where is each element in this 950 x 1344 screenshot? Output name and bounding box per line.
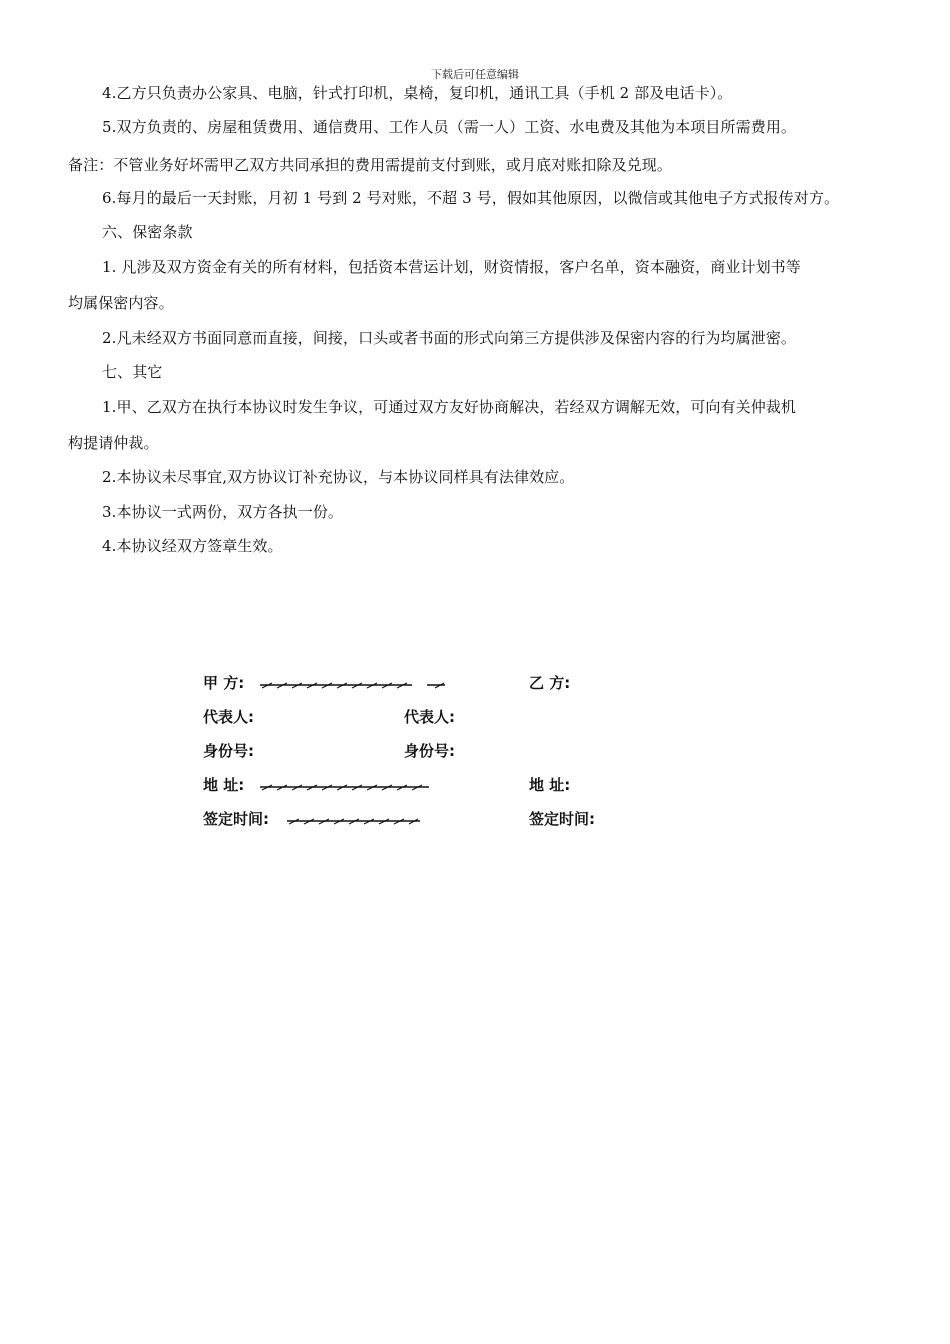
rep-b-label: 代表人: — [404, 708, 455, 726]
id-a-label: 身份号: — [203, 742, 254, 760]
other-3-line: 3.本协议一式两份，双方各执一份。 — [102, 503, 344, 521]
party-a-signature-line — [260, 679, 415, 691]
confidential-1-line-a: 1. 凡涉及双方资金有关的所有材料，包括资本营运计划，财资情报，客户名单，资本融资，商业计划书等 — [102, 258, 801, 276]
date-a-label: 签定时间: — [203, 810, 269, 828]
addr-a-label: 地 址: — [203, 776, 245, 794]
other-2-line: 2.本协议未尽事宜,双方协议订补充协议，与本协议同样具有法律效应。 — [102, 468, 575, 486]
party-a-label: 甲 方: — [203, 674, 245, 692]
clause-4-line: 4.乙方只负责办公家具、电脑，针式打印机，桌椅，复印机，通讯工具（手机 2 部及电话卡）。 — [102, 84, 733, 102]
section-6-heading: 六、保密条款 — [102, 223, 193, 241]
date-b-label: 签定时间: — [529, 810, 595, 828]
party-b-label: 乙 方: — [529, 674, 571, 692]
other-1-line-a: 1.甲、乙双方在执行本协议时发生争议，可通过双方友好协商解决，若经双方调解无效，可向有关仲裁机 — [102, 398, 797, 416]
confidential-1-line-b: 均属保密内容。 — [68, 294, 174, 312]
header-note: 下载后可任意编辑 — [431, 68, 519, 81]
other-1-line-b: 构提请仲裁。 — [68, 434, 159, 452]
section-7-heading: 七、其它 — [102, 363, 163, 381]
clause-5-line: 5.双方负责的、房屋租赁费用、通信费用、工作人员（需一人）工资、水电费及其他为本项目所需费用。 — [102, 118, 797, 136]
id-b-label: 身份号: — [404, 742, 455, 760]
addr-a-signature-line — [260, 781, 432, 793]
rep-a-label: 代表人: — [203, 708, 254, 726]
remark-line: 备注：不管业务好坏需甲乙双方共同承担的费用需提前支付到账，或月底对账扣除及兑现。 — [68, 156, 673, 174]
date-a-signature-line — [287, 815, 423, 827]
clause-6-line: 6.每月的最后一天封账，月初 1 号到 2 号对账，不超 3 号，假如其他原因，以微信或其他电子方式报传对方。 — [102, 189, 840, 207]
addr-b-label: 地 址: — [529, 776, 571, 794]
other-4-line: 4.本协议经双方签章生效。 — [102, 537, 283, 555]
confidential-2-line: 2.凡未经双方书面同意而直接，间接，口头或者书面的形式向第三方提供涉及保密内容的行为均属泄密。 — [102, 329, 797, 347]
party-a-signature-mark — [427, 679, 447, 691]
